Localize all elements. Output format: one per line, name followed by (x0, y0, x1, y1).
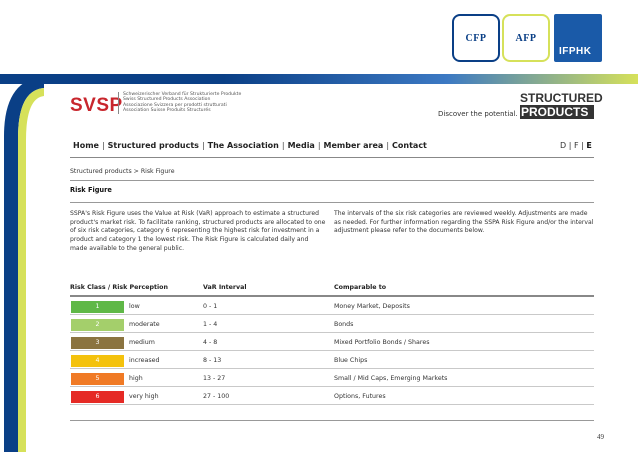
header-risk-class: Risk Class / Risk Perception (70, 284, 168, 291)
ifphk-logo (554, 14, 602, 62)
frame-arc (0, 76, 44, 452)
svsp-association-names (118, 92, 241, 114)
risk-perception: medium (129, 339, 155, 346)
lang-d[interactable]: D (560, 141, 567, 150)
nav-item-contact[interactable]: Contact (392, 141, 427, 150)
header-comparable-to: Comparable to (334, 284, 387, 291)
intro-paragraph-right: The intervals of the six risk categories are reviewed weekly. Adjustments are made as needed. For further information regarding the SSPA Risk Figure and/or the interval adjustment please refer to the documents below. (334, 210, 594, 235)
header-var-interval: VaR Interval (203, 284, 247, 291)
nav-separator: | (101, 141, 105, 150)
cfp-logo (452, 14, 500, 62)
risk-perception: increased (129, 357, 160, 364)
nav-item-structured-products[interactable]: Structured products (107, 141, 199, 150)
afp-logo-text: AFP (515, 32, 537, 44)
nav-divider (70, 157, 594, 158)
var-interval: 1 - 4 (203, 321, 218, 328)
svsp-line: Swiss Structured Products Association (123, 97, 211, 103)
table-bottom-divider (70, 420, 594, 421)
main-nav (73, 141, 427, 150)
lang-separator: | (568, 141, 572, 150)
lang-separator: | (581, 141, 584, 150)
table-row (70, 315, 594, 333)
var-interval: 8 - 13 (203, 357, 222, 364)
table-row (70, 351, 594, 369)
breadcrumb[interactable]: Structured products > Risk Figure (70, 168, 175, 175)
lang-e[interactable]: E (586, 141, 592, 150)
nav-separator: | (386, 141, 390, 150)
risk-class-badge: 1 (71, 301, 124, 313)
structured-products-logo[interactable] (520, 91, 603, 119)
ifphk-logo-text: IFPHK (559, 46, 592, 57)
risk-class-badge: 4 (71, 355, 124, 367)
divider (70, 202, 594, 203)
nav-separator: | (281, 141, 285, 150)
risk-class-badge: 3 (71, 337, 124, 349)
comparable-to: Blue Chips (334, 357, 368, 364)
risk-perception: low (129, 303, 140, 310)
comparable-to: Small / Mid Caps, Emerging Markets (334, 375, 448, 382)
risk-class-badge: 5 (71, 373, 124, 385)
comparable-to: Bonds (334, 321, 354, 328)
tagline: Discover the potential. (438, 110, 518, 118)
row-divider (70, 404, 594, 405)
comparable-to: Mixed Portfolio Bonds / Shares (334, 339, 430, 346)
afp-logo (502, 14, 550, 62)
nav-item-member-area[interactable]: Member area (323, 141, 384, 150)
intro-paragraph-left: SSPA's Risk Figure uses the Value at Risk (VaR) approach to estimate a structured product's market risk. To facilitate ranking, structured products are allocated to one of six risk categories, category 6 representing the highest risk for investment in a product and category 1 the lowest risk. The Risk Figure is calculated daily and made available to the general public. (70, 210, 326, 252)
nav-item-the-association[interactable]: The Association (207, 141, 279, 150)
cfp-logo-text: CFP (465, 32, 487, 44)
nav-separator: | (317, 141, 321, 150)
sp-logo-top: STRUCTURED (520, 91, 603, 105)
table-row (70, 387, 594, 405)
sp-logo-bottom: PRODUCTS (520, 106, 594, 119)
table-row (70, 369, 594, 387)
comparable-to: Options, Futures (334, 393, 386, 400)
nav-item-media[interactable]: Media (287, 141, 315, 150)
divider (70, 180, 594, 181)
risk-class-badge: 2 (71, 319, 124, 331)
nav-separator: | (201, 141, 205, 150)
risk-class-badge: 6 (71, 391, 124, 403)
table-row (70, 333, 594, 351)
svsp-line: Associazione Svizzera per prodotti strutturati (123, 102, 227, 108)
language-switcher (560, 141, 592, 150)
var-interval: 27 - 100 (203, 393, 230, 400)
risk-perception: moderate (129, 321, 160, 328)
svsp-line: Association Suisse Produits Structurés (123, 108, 211, 114)
nav-item-home[interactable]: Home (73, 141, 99, 150)
table-row (70, 297, 594, 315)
comparable-to: Money Market, Deposits (334, 303, 410, 310)
var-interval: 4 - 8 (203, 339, 218, 346)
svsp-line: Schweizerischer Verband für Strukturierte Produkte (123, 92, 242, 97)
lang-f[interactable]: F (573, 141, 579, 150)
page-number: 49 (597, 433, 604, 441)
header-band (0, 74, 638, 84)
svsp-logo[interactable]: SVSP (70, 95, 123, 116)
risk-perception: very high (129, 393, 159, 400)
risk-perception: high (129, 375, 143, 382)
page-title: Risk Figure (70, 186, 112, 194)
var-interval: 0 - 1 (203, 303, 218, 310)
var-interval: 13 - 27 (203, 375, 226, 382)
